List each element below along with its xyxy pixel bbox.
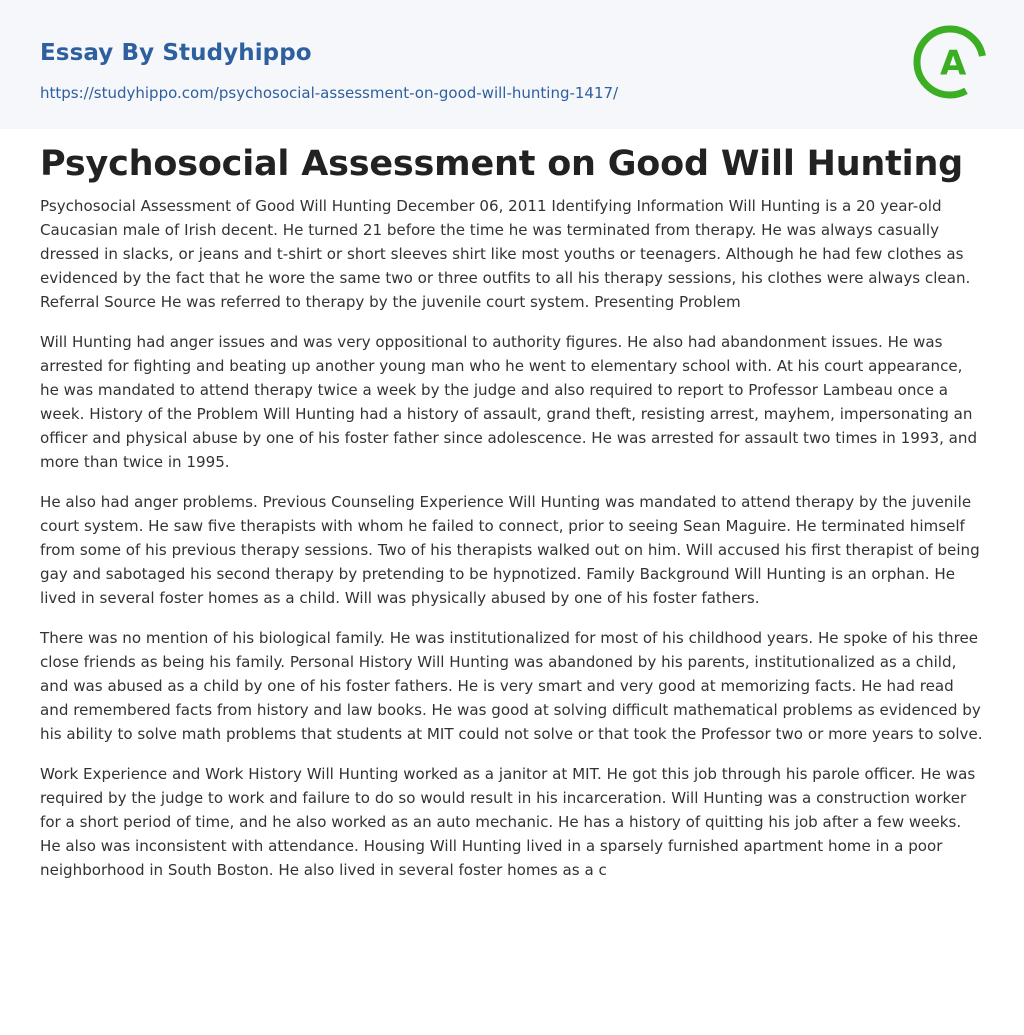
- essay-paragraph: Psychosocial Assessment of Good Will Hunting December 06, 2011 Identifying Information Will Hunting is a 20 year-old Caucasian male of Irish decent. He turned 21 before the time he was terminated from therapy. He was always casually dressed in slacks, or jeans and t-shirt or short sleeves shirt like most youths or teenagers. Although he had few clothes as evidenced by the fact that he wore the same two or three outfits to all his therapy sessions, his clothes were always clean. Referral Source He was referred to therapy by the juvenile court system. Presenting Problem: [40, 197, 971, 311]
- essay-paragraph: He also had anger problems. Previous Counseling Experience Will Hunting was mandated to attend therapy by the juvenile court system. He saw five therapists with whom he failed to connect, prior to seeing Sean Maguire. He terminated himself from some of his previous therapy sessions. Two of his therapists walked out on him. Will accused his first therapist of being gay and sabotaged his second therapy by pretending to be hypnotized. Family Background Will Hunting is an orphan. He lived in several foster homes as a child. Will was physically abused by one of his foster fathers.: [40, 493, 980, 607]
- studyhippo-logo-icon[interactable]: [913, 18, 987, 106]
- site-brand[interactable]: Essay By Studyhippo: [40, 40, 312, 66]
- essay-url-link[interactable]: https://studyhippo.com/psychosocial-assessment-on-good-will-hunting-1417/: [40, 84, 619, 102]
- site-header: [0, 0, 1024, 129]
- essay-paragraph: There was no mention of his biological family. He was institutionalized for most of his childhood years. He spoke of his three close friends as being his family. Personal History Will Hunting was abandoned by his parents, institutionalized as a child, and was abused as a child by one of his foster fathers. He is very smart and very good at memorizing facts. He had read and remembered facts from history and law books. He was good at solving difficult mathematical problems as evidenced by his ability to solve math problems that students at MIT could not solve or that took the Professor two or more years to solve.: [40, 629, 983, 743]
- logo-letter: A: [940, 43, 967, 84]
- essay-paragraph: Work Experience and Work History Will Hunting worked as a janitor at MIT. He got this job through his parole officer. He was required by the judge to work and failure to do so would result in his incarceration. Will Hunting was a construction worker for a short period of time, and he also worked as an auto mechanic. He has a history of quitting his job after a few weeks. He also was inconsistent with attendance. Housing Will Hunting lived in a sparsely furnished apartment home in a poor neighborhood in South Boston. He also lived in several foster homes as a c: [40, 765, 976, 879]
- page-title: Psychosocial Assessment on Good Will Hunting: [40, 144, 964, 184]
- essay-paragraph: Will Hunting had anger issues and was very oppositional to authority figures. He also had abandonment issues. He was arrested for fighting and beating up another young man who he went to elementary school with. At his court appearance, he was mandated to attend therapy twice a week by the judge and also required to report to Professor Lambeau once a week. History of the Problem Will Hunting had a history of assault, grand theft, resisting arrest, mayhem, impersonating an officer and physical abuse by one of his foster father since adolescence. He was arrested for assault two times in 1993, and more than twice in 1995.: [40, 333, 978, 471]
- essay-body: [40, 194, 986, 898]
